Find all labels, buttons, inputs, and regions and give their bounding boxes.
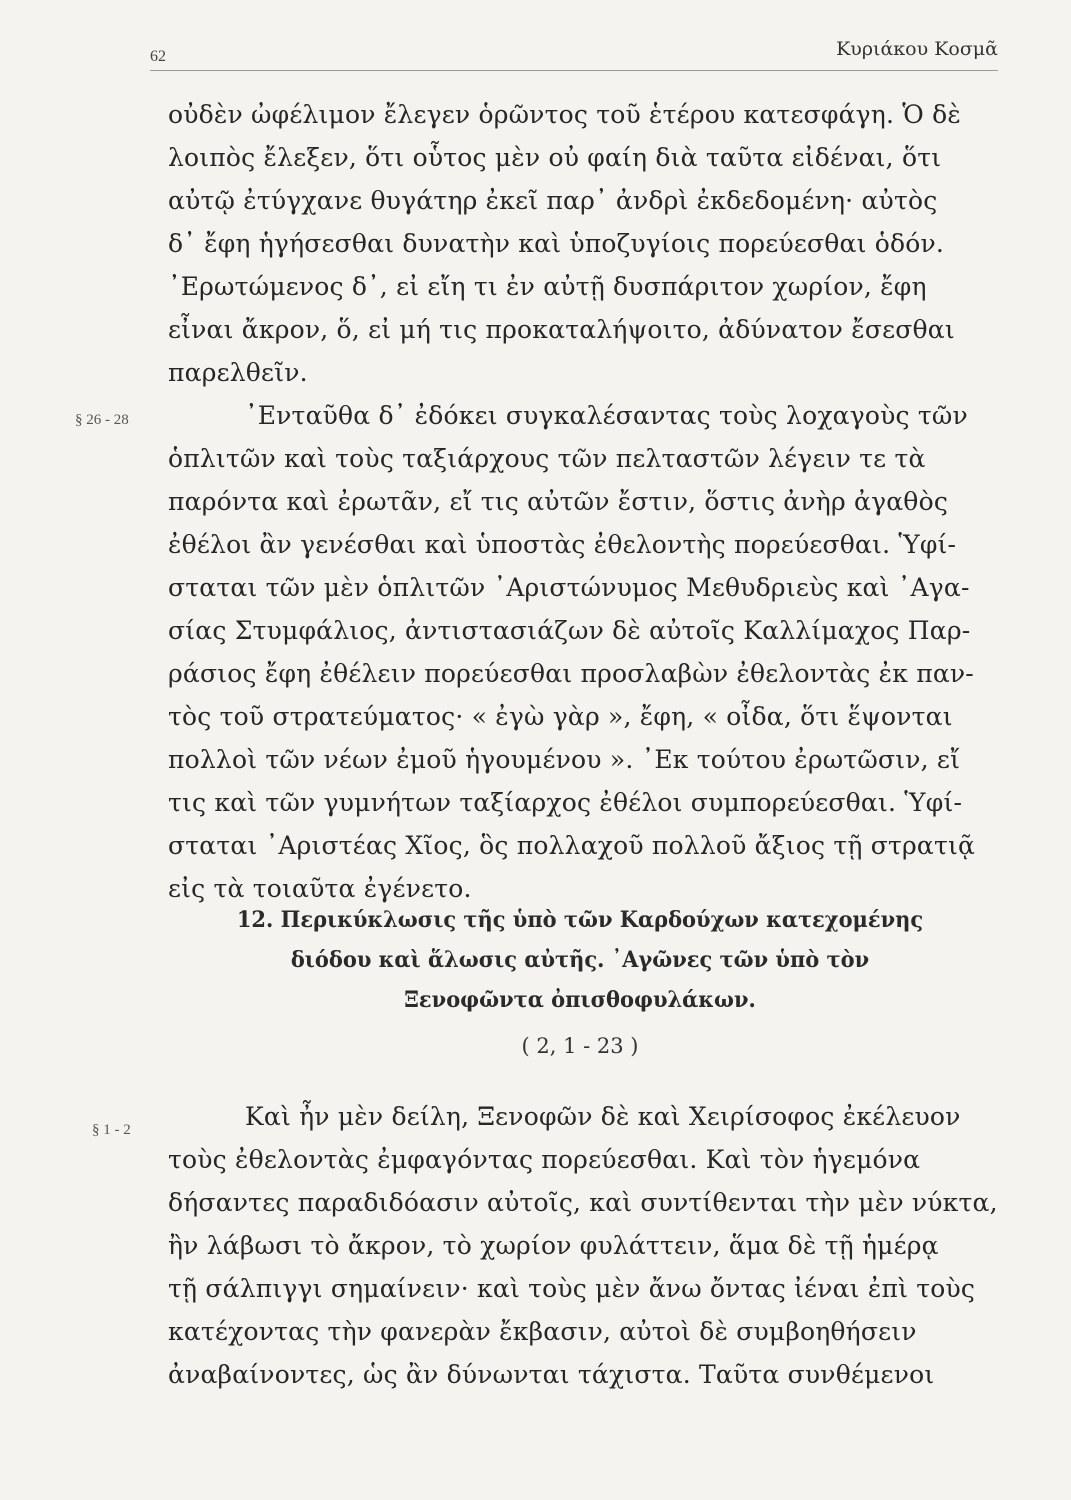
text-line: ὁπλιτῶν καὶ τοὺς ταξιάρχους τῶν πελταστῶν λέγειν τε τὰ bbox=[168, 444, 926, 473]
margin-note-section-ref: § 1 - 2 bbox=[92, 1122, 131, 1138]
text-line: τις καὶ τῶν γυμνήτων ταξίαρχος ἐθέλοι συμπορεύεσθαι. Ὑφί- bbox=[168, 788, 963, 817]
text-line: δ᾽ ἔφη ἡγήσεσθαι δυνατὴν καὶ ὑποζυγίοις πορεύεσθαι ὁδόν. bbox=[168, 229, 945, 258]
text-line: πολλοὶ τῶν νέων ἐμοῦ ἡγουμένου ». ᾽Εκ τούτου ἐρωτῶσιν, εἴ bbox=[168, 745, 961, 774]
text-line: λοιπὸς ἔλεξεν, ὅτι οὗτος μὲν οὐ φαίη διὰ ταῦτα εἰδέναι, ὅτι bbox=[168, 143, 942, 172]
text-line: ἀναβαίνοντες, ὡς ἂν δύνωνται τάχιστα. Ταῦτα συνθέμενοι bbox=[168, 1360, 935, 1389]
text-line: σταται τῶν μὲν ὁπλιτῶν ᾽Αριστώνυμος Μεθυδριεὺς καὶ ᾽Αγα- bbox=[168, 573, 970, 602]
text-line: ἢν λάβωσι τὸ ἄκρον, τὸ χωρίον φυλάττειν, ἅμα δὲ τῇ ἡμέρᾳ bbox=[168, 1231, 939, 1260]
text-line: παρελθεῖν. bbox=[168, 358, 308, 387]
text-line: ἐθέλοι ἂν γενέσθαι καὶ ὑποστὰς ἐθελοντὴς πορεύεσθαι. Ὑφί- bbox=[168, 530, 957, 559]
text-line: εἰς τὰ τοιαῦτα ἐγένετο. bbox=[168, 874, 472, 903]
text-line: ᾽Ενταῦθα δ᾽ ἐδόκει συγκαλέσαντας τοὺς λοχαγοὺς τῶν bbox=[245, 401, 968, 430]
text-line: σίας Στυμφάλιος, ἀντιστασιάζων δὲ αὐτοῖς Καλλίμαχος Παρ- bbox=[168, 616, 971, 645]
section-heading-line: Ξενοφῶντα ὀπισθοφυλάκων. bbox=[404, 987, 756, 1013]
text-line: ράσιος ἔφη ἐθέλειν πορεύεσθαι προσλαβὼν ἐθελοντὰς ἐκ παν- bbox=[168, 659, 974, 688]
text-line: Καὶ ἦν μὲν δείλη, Ξενοφῶν δὲ καὶ Χειρίσοφος ἐκέλευον bbox=[245, 1102, 961, 1131]
text-line: οὐδὲν ὠφέλιμον ἔλεγεν ὁρῶντος τοῦ ἑτέρου κατεσφάγη. Ὁ δὲ bbox=[168, 100, 961, 129]
text-line: κατέχοντας τὴν φανερὰν ἔκβασιν, αὐτοὶ δὲ συμβοηθήσειν bbox=[168, 1317, 917, 1346]
text-line: σταται ᾽Αριστέας Χῖος, ὃς πολλαχοῦ πολλοῦ ἄξιος τῇ στρατιᾷ bbox=[168, 831, 976, 860]
margin-note-section-ref: § 26 - 28 bbox=[75, 412, 129, 428]
running-head bbox=[150, 38, 998, 71]
text-line: δήσαντες παραδιδόασιν αὐτοῖς, καὶ συντίθενται τὴν μὲν νύκτα, bbox=[168, 1188, 998, 1217]
section-reference: ( 2, 1 - 23 ) bbox=[521, 1034, 639, 1058]
text-line: τοὺς ἐθελοντὰς ἐμφαγόντας πορεύεσθαι. Καὶ τὸν ἡγεμόνα bbox=[168, 1145, 921, 1174]
section-heading-line: διόδου καὶ ἅλωσις αὐτῆς. ᾽Αγῶνες τῶν ὑπὸ τὸν bbox=[290, 947, 870, 973]
text-line: τῇ σάλπιγγι σημαίνειν· καὶ τοὺς μὲν ἄνω ὄντας ἰέναι ἐπὶ τοὺς bbox=[168, 1274, 976, 1303]
section-heading bbox=[160, 900, 1000, 1020]
text-line: αὐτῷ ἐτύγχανε θυγάτηρ ἐκεῖ παρ᾽ ἀνδρὶ ἐκδεδομένη· αὐτὸς bbox=[168, 186, 938, 215]
text-line: εἶναι ἄκρον, ὅ, εἰ μή τις προκαταλήψοιτο, ἀδύνατον ἔσεσθαι bbox=[168, 315, 955, 344]
text-line: ᾽Ερωτώμενος δ᾽, εἰ εἴη τι ἐν αὐτῇ δυσπάριτον χωρίον, ἔφη bbox=[168, 272, 927, 301]
text-line: τὸς τοῦ στρατεύματος· « ἐγὼ γὰρ », ἔφη, « οἶδα, ὅτι ἕψονται bbox=[168, 702, 953, 731]
section-heading-line: 12. Περικύκλωσις τῆς ὑπὸ τῶν Καρδούχων κατεχομένης bbox=[236, 907, 924, 933]
text-line: παρόντα καὶ ἐρωτᾶν, εἴ τις αὐτῶν ἔστιν, ὅστις ἀνὴρ ἀγαθὸς bbox=[168, 487, 949, 516]
page-number: 62 bbox=[150, 48, 166, 65]
running-title: Κυριάκου Κοσμᾶ bbox=[836, 38, 998, 60]
